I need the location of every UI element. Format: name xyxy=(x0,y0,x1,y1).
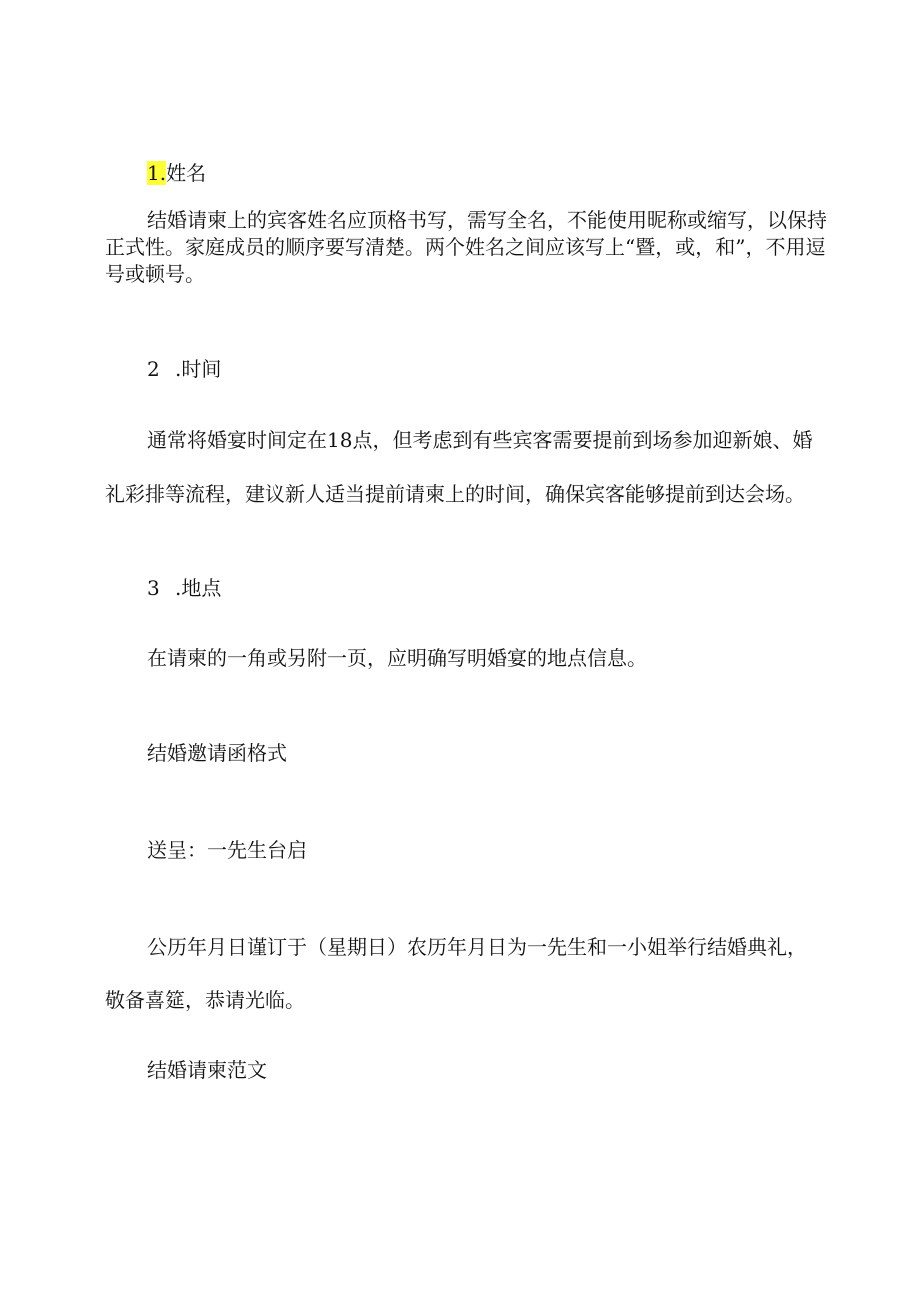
section-title: .地点 xyxy=(175,576,222,600)
paragraph-line: 结婚请柬上的宾客姓名应顶格书写，需写全名，不能使用昵称或缩写，以保持 xyxy=(147,208,827,232)
paragraph-line: 通常将婚宴时间定在18点，但考虑到有些宾客需要提前到场参加迎新娘、婚 xyxy=(147,428,813,452)
invitation-format-heading: 结婚邀请函格式 xyxy=(147,741,287,765)
invitation-body-line: 敬备喜筵，恭请光临。 xyxy=(105,988,305,1012)
sample-heading: 结婚请柬范文 xyxy=(147,1058,267,1082)
section-number-highlighted: 1. xyxy=(147,161,167,185)
paragraph-line: 在请柬的一角或另附一页，应明确写明婚宴的地点信息。 xyxy=(147,646,647,670)
paragraph-line: 正式性。家庭成员的顺序要写清楚。两个姓名之间应该写上“暨，或，和”，不用逗 xyxy=(105,235,826,259)
invitation-addressee: 送呈：一先生台启 xyxy=(147,838,307,862)
section-number: 2 xyxy=(147,357,160,381)
invitation-body-line: 公历年月日谨订于（星期日）农历年月日为一先生和一小姐举行结婚典礼， xyxy=(147,935,807,959)
section-title: 姓名 xyxy=(166,161,207,185)
paragraph-line: 号或顿号。 xyxy=(105,262,205,286)
section-title: .时间 xyxy=(175,357,222,381)
section-heading-name xyxy=(147,160,206,186)
section-heading-place xyxy=(147,575,221,601)
section-number: 3 xyxy=(147,576,160,600)
section-heading-time xyxy=(147,356,221,382)
paragraph-line: 礼彩排等流程，建议新人适当提前请柬上的时间，确保宾客能够提前到达会场。 xyxy=(105,482,805,506)
